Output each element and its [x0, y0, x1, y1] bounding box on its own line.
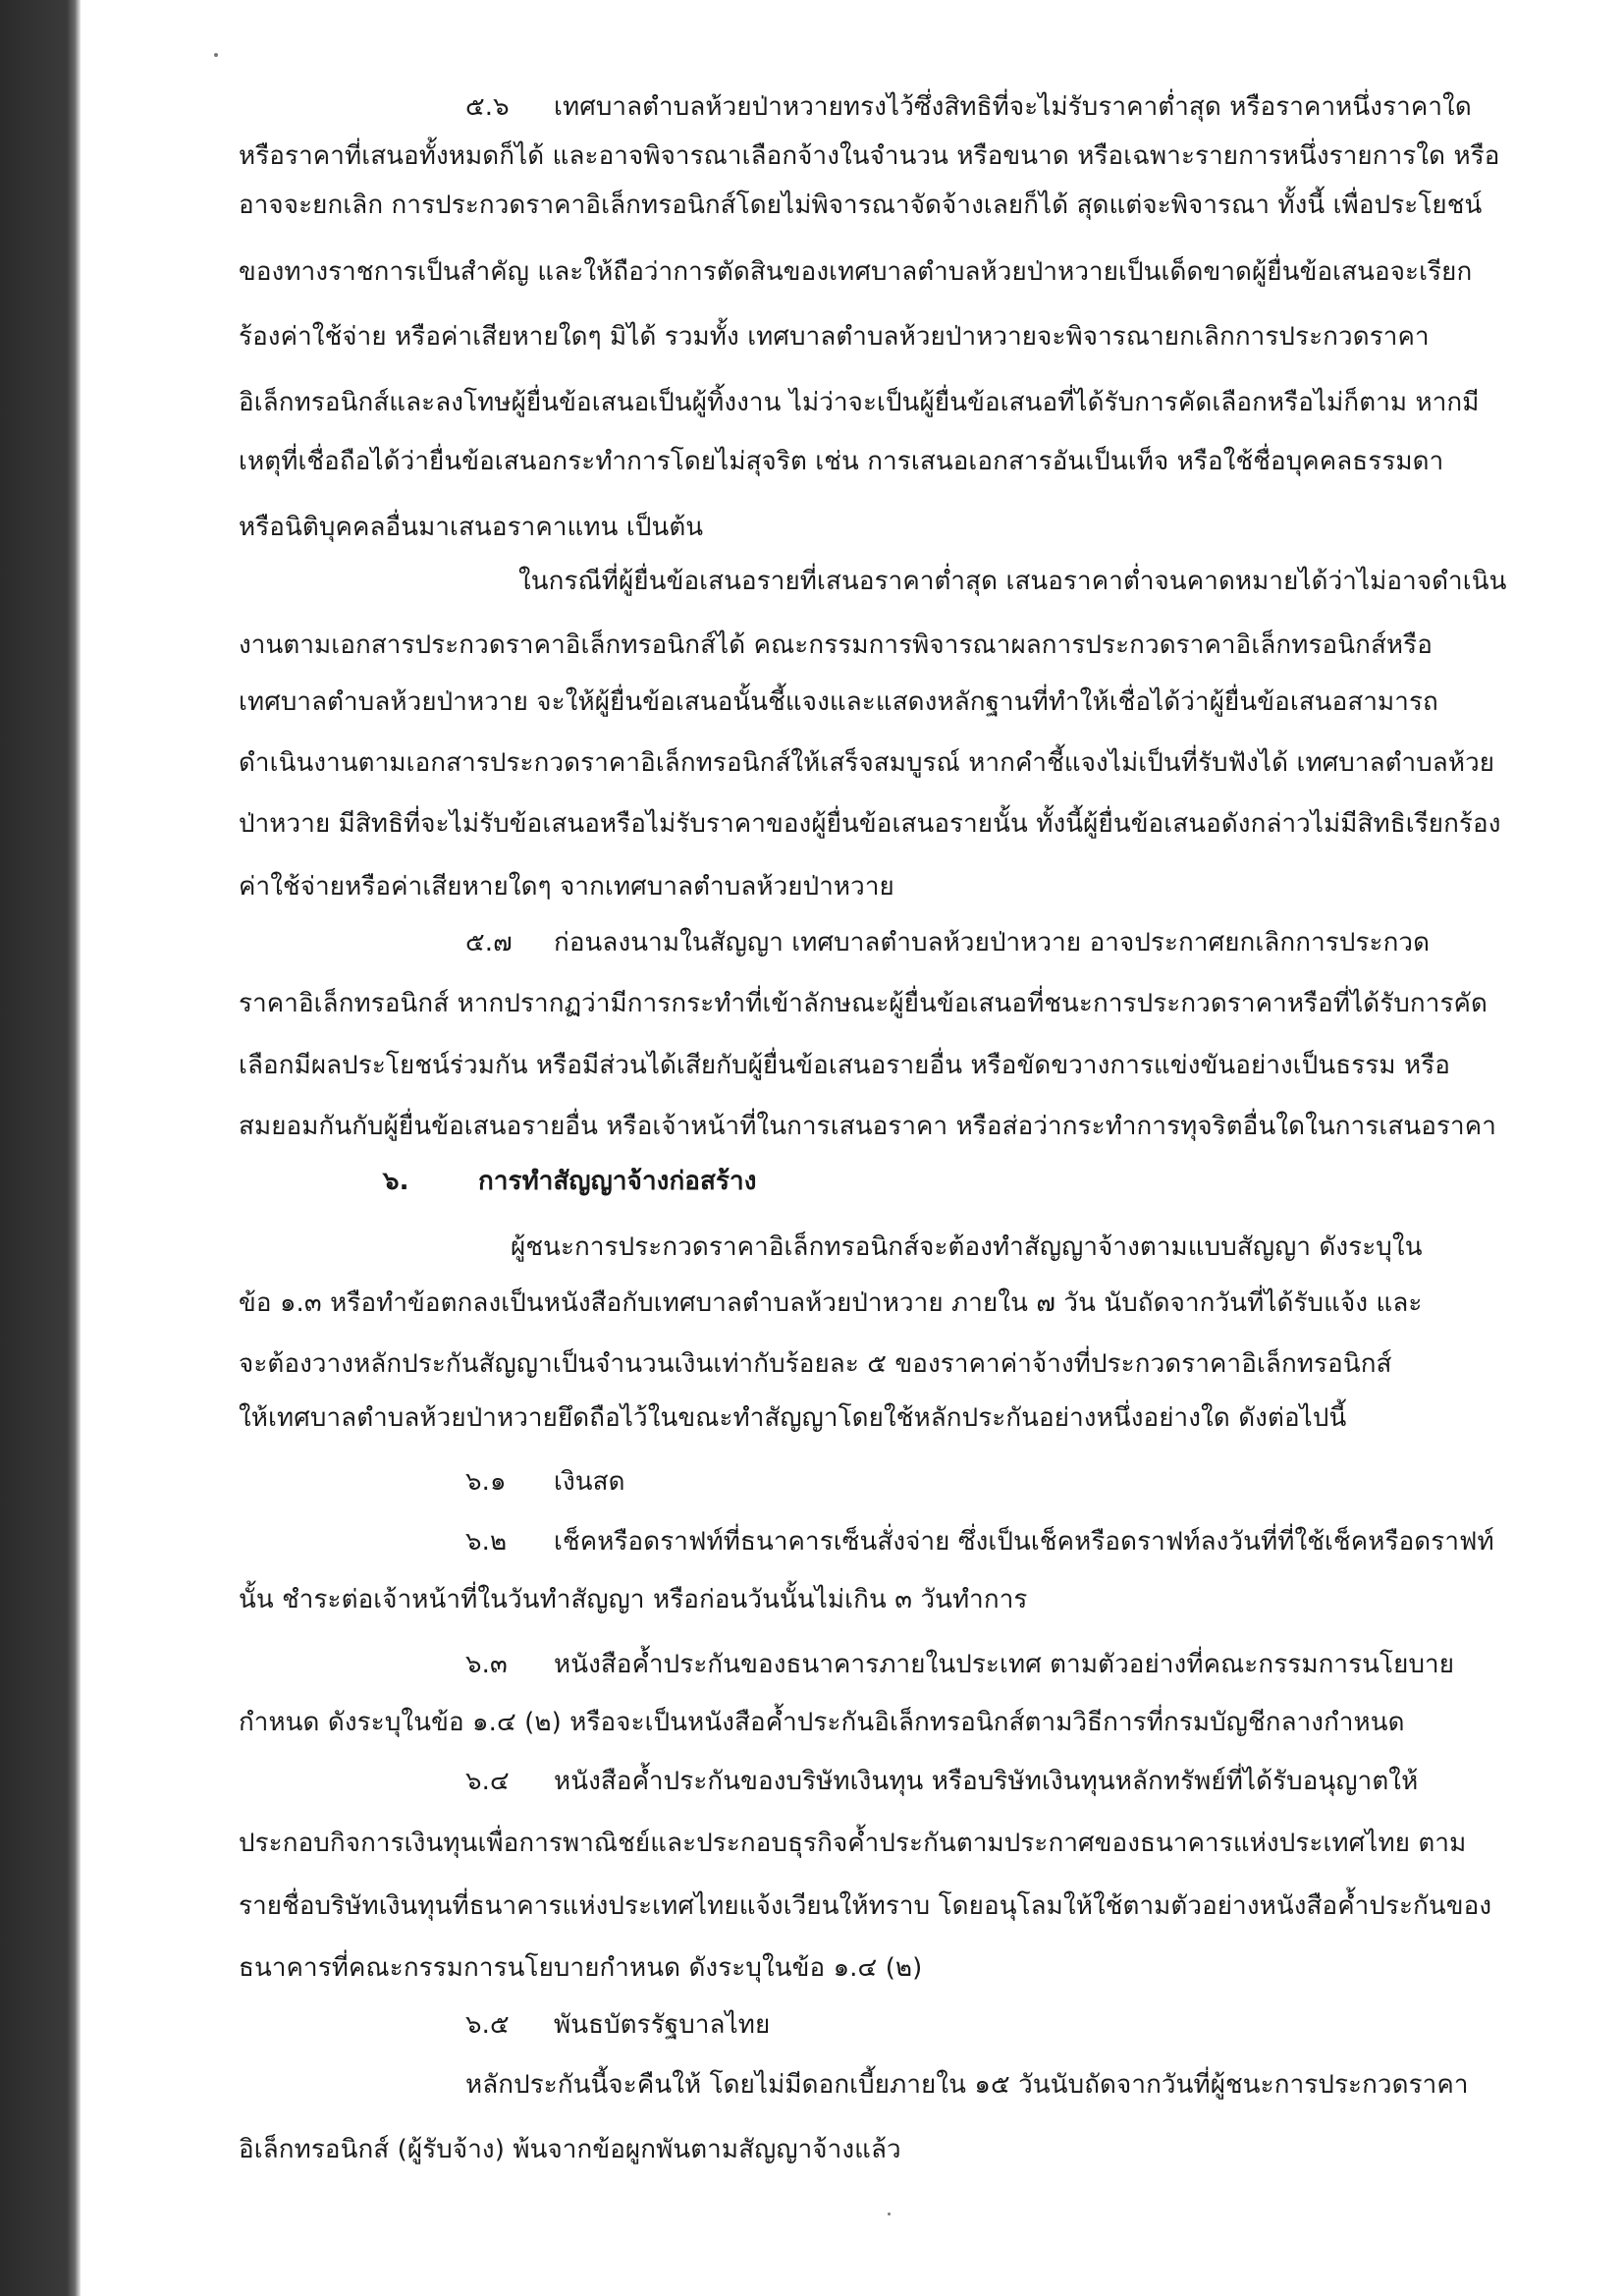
paragraph-line: อาจจะยกเลิก การประกวดราคาอิเล็กทรอนิกส์โดยไม่พิจารณาจัดจ้างเลยก็ได้ สุดแต่จะพิจารณา ทั้งนี้ เพื่อประโยชน์	[239, 191, 1483, 220]
section-number: ๕.๖	[465, 92, 510, 122]
paragraph-line: จะต้องวางหลักประกันสัญญาเป็นจำนวนเงินเท่ากับร้อยละ ๕ ของราคาค่าจ้างที่ประกวดราคาอิเล็กทรอนิกส์	[239, 1349, 1392, 1379]
list-item-6-4	[465, 1765, 1418, 1798]
item-text: หนังสือค้ำประกันของธนาคารภายในประเทศ ตามตัวอย่างที่คณะกรรมการนโยบาย	[554, 1650, 1455, 1679]
item-number: ๖.๒	[465, 1527, 508, 1557]
paragraph-line: ในกรณีที่ผู้ยื่นข้อเสนอรายที่เสนอราคาต่ำสุด เสนอราคาต่ำจนคาดหมายได้ว่าไม่อาจดำเนิน	[518, 567, 1507, 596]
paragraph-line: สมยอมกันกับผู้ยื่นข้อเสนอรายอื่น หรือเจ้าหน้าที่ในการเสนอราคา หรือส่อว่ากระทำการทุจริตอื่นใดในการเสนอราคา	[239, 1112, 1496, 1141]
paragraph-line: ประกอบกิจการเงินทุนเพื่อการพาณิชย์และประกอบธุรกิจค้ำประกันตามประกาศของธนาคารแห่งประเทศไทย ตาม	[239, 1829, 1467, 1858]
item-number: ๖.๕	[465, 2010, 510, 2040]
paragraph-line: ข้อ ๑.๓ หรือทำข้อตกลงเป็นหนังสือกับเทศบาลตำบลห้วยป่าหวาย ภายใน ๗ วัน นับถัดจากวันที่ได้รับแจ้ง และ	[239, 1288, 1423, 1318]
list-item-6-3	[465, 1648, 1454, 1681]
paragraph-line: ร้องค่าใช้จ่าย หรือค่าเสียหายใดๆ มิได้ รวมทั้ง เทศบาลตำบลห้วยป่าหวายจะพิจารณายกเลิกการประกวดราคา	[239, 322, 1430, 352]
paragraph-line: งานตามเอกสารประกวดราคาอิเล็กทรอนิกส์ได้ คณะกรรมการพิจารณาผลการประกวดราคาอิเล็กทรอนิกส์หรือ	[239, 630, 1433, 660]
paragraph-text: เทศบาลตำบลห้วยป่าหวายทรงไว้ซึ่งสิทธิที่จะไม่รับราคาต่ำสุด หรือราคาหนึ่งราคาใด	[554, 92, 1472, 122]
list-item-6-5	[465, 2008, 770, 2042]
item-text: หนังสือค้ำประกันของบริษัทเงินทุน หรือบริษัทเงินทุนหลักทรัพย์ที่ได้รับอนุญาตให้	[554, 1767, 1419, 1796]
paragraph-line: ธนาคารที่คณะกรรมการนโยบายกำหนด ดังระบุในข้อ ๑.๔ (๒)	[239, 1953, 923, 1983]
item-number: ๖.๓	[465, 1650, 508, 1679]
paragraph-line: นั้น ชำระต่อเจ้าหน้าที่ในวันทำสัญญา หรือก่อนวันนั้นไม่เกิน ๓ วันทำการ	[239, 1585, 1028, 1614]
paragraph-text: ก่อนลงนามในสัญญา เทศบาลตำบลห้วยป่าหวาย อาจประกาศยกเลิกการประกวด	[554, 928, 1431, 957]
list-item-6-2	[465, 1525, 1494, 1558]
paragraph-line: เหตุที่เชื่อถือได้ว่ายื่นข้อเสนอกระทำการโดยไม่สุจริต เช่น การเสนอเอกสารอันเป็นเท็จ หรือใช้ชื่อบุคคลธรรมดา	[239, 447, 1444, 476]
paragraph-line: อิเล็กทรอนิกส์และลงโทษผู้ยื่นข้อเสนอเป็นผู้ทิ้งงาน ไม่ว่าจะเป็นผู้ยื่นข้อเสนอที่ได้รับการคัดเลือกหรือไม่ก็ตาม หากมี	[239, 388, 1480, 417]
paragraph-line: ผู้ชนะการประกวดราคาอิเล็กทรอนิกส์จะต้องทำสัญญาจ้างตามแบบสัญญา ดังระบุใน	[511, 1232, 1423, 1262]
section-6-heading	[383, 1165, 757, 1198]
paragraph-line: รายชื่อบริษัทเงินทุนที่ธนาคารแห่งประเทศไทยแจ้งเวียนให้ทราบ โดยอนุโลมให้ใช้ตามตัวอย่างหนังสือค้ำประกันของ	[239, 1891, 1492, 1921]
item-text: เช็คหรือดราฟท์ที่ธนาคารเซ็นสั่งจ่าย ซึ่งเป็นเช็คหรือดราฟท์ลงวันที่ที่ใช้เช็คหรือดราฟท์	[554, 1527, 1494, 1557]
item-text: พันธบัตรรัฐบาลไทย	[554, 2010, 771, 2040]
section-5-7-line	[465, 926, 1430, 959]
paragraph-line: ค่าใช้จ่ายหรือค่าเสียหายใดๆ จากเทศบาลตำบลห้วยป่าหวาย	[239, 872, 894, 902]
paragraph-line: ให้เทศบาลตำบลห้วยป่าหวายยึดถือไว้ในขณะทำสัญญาโดยใช้หลักประกันอย่างหนึ่งอย่างใด ดังต่อไปนี้	[239, 1403, 1347, 1433]
paragraph-line: หลักประกันนี้จะคืนให้ โดยไม่มีดอกเบี้ยภายใน ๑๕ วันนับถัดจากวันที่ผู้ชนะการประกวดราคา	[465, 2070, 1469, 2100]
paragraph-line: ดำเนินงานตามเอกสารประกวดราคาอิเล็กทรอนิกส์ให้เสร็จสมบูรณ์ หากคำชี้แจงไม่เป็นที่รับฟังได้ เทศบาลตำบลห้วย	[239, 748, 1495, 778]
paragraph-line: เลือกมีผลประโยชน์ร่วมกัน หรือมีส่วนได้เสียกับผู้ยื่นข้อเสนอรายอื่น หรือขัดขวางการแข่งขันอย่างเป็นธรรม หรือ	[239, 1051, 1450, 1080]
section-number: ๕.๗	[465, 928, 513, 957]
section-title: การทำสัญญาจ้างก่อสร้าง	[478, 1167, 757, 1196]
section-number: ๖.	[383, 1167, 409, 1196]
item-text: เงินสด	[554, 1467, 625, 1497]
list-item-6-1	[465, 1465, 625, 1499]
paragraph-line: หรือนิติบุคคลอื่นมาเสนอราคาแทน เป็นต้น	[239, 513, 704, 542]
item-number: ๖.๔	[465, 1767, 510, 1796]
item-number: ๖.๑	[465, 1467, 507, 1497]
paragraph-line: ราคาอิเล็กทรอนิกส์ หากปรากฏว่ามีการกระทำที่เข้าลักษณะผู้ยื่นข้อเสนอที่ชนะการประกวดราคาหรือที่ได้รับการคัด	[239, 989, 1488, 1018]
paragraph-line: อิเล็กทรอนิกส์ (ผู้รับจ้าง) พ้นจากข้อผูกพันตามสัญญาจ้างแล้ว	[239, 2135, 901, 2164]
paragraph-line: ของทางราชการเป็นสำคัญ และให้ถือว่าการตัดสินของเทศบาลตำบลห้วยป่าหวายเป็นเด็ดขาดผู้ยื่นข้อเสนอจะเรียก	[239, 257, 1473, 287]
section-5-6-line	[465, 90, 1472, 124]
paragraph-line: กำหนด ดังระบุในข้อ ๑.๔ (๒) หรือจะเป็นหนังสือค้ำประกันอิเล็กทรอนิกส์ตามวิธีการที่กรมบัญชีกลางกำหนด	[239, 1708, 1405, 1737]
paragraph-line: หรือราคาที่เสนอทั้งหมดก็ได้ และอาจพิจารณาเลือกจ้างในจำนวน หรือขนาด หรือเฉพาะรายการหนึ่งรายการใด หรือ	[239, 141, 1500, 171]
paragraph-line: ป่าหวาย มีสิทธิที่จะไม่รับข้อเสนอหรือไม่รับราคาของผู้ยื่นข้อเสนอรายนั้น ทั้งนี้ผู้ยื่นข้อเสนอดังกล่าวไม่มีสิทธิเรียกร้อง	[239, 809, 1501, 839]
paragraph-line: เทศบาลตำบลห้วยป่าหวาย จะให้ผู้ยื่นข้อเสนอนั้นชี้แจงและแสดงหลักฐานที่ทำให้เชื่อได้ว่าผู้ยื่นข้อเสนอสามารถ	[239, 687, 1438, 717]
